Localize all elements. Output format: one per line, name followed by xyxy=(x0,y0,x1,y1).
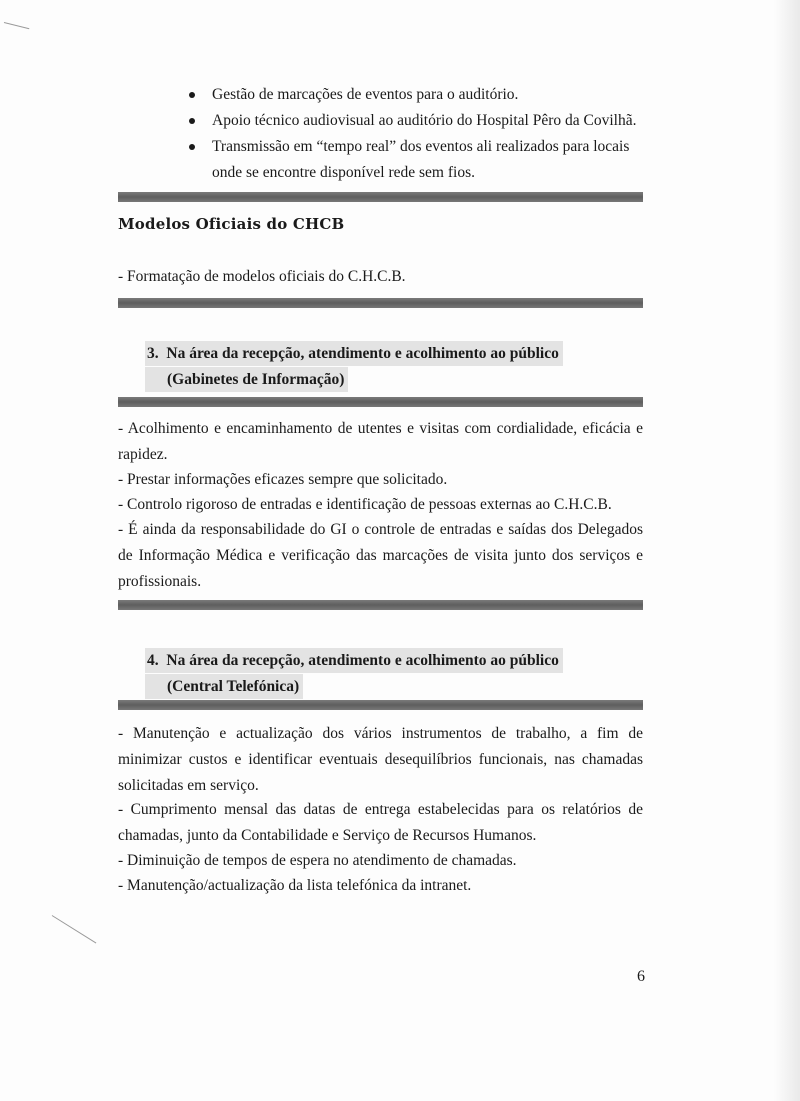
section-4-title-text: Na área da recepção, atendimento e acolhimento ao público xyxy=(166,652,559,669)
scan-mark-top-left xyxy=(4,22,29,29)
bullet-item: Transmissão em “tempo real” dos eventos ali realizados para locais onde se encontre disponível rede sem fios. xyxy=(190,134,650,186)
bullet-item: Apoio técnico audiovisual ao auditório do Hospital Pêro da Covilhã. xyxy=(190,108,650,134)
section-4-item: - Cumprimento mensal das datas de entrega estabelecidas para os relatórios de chamadas, junto da Contabilidade e Serviço de Recursos Humanos. xyxy=(118,801,643,844)
section-3-number: 3. xyxy=(147,345,159,362)
section-4-title-line2: (Central Telefónica) xyxy=(145,674,303,699)
section-4-title-line1 xyxy=(145,648,563,673)
section-4-item: - Manutenção/actualização da lista telefónica da intranet. xyxy=(118,877,472,894)
section-3-item: - Controlo rigoroso de entradas e identificação de pessoas externas ao C.H.C.B. xyxy=(118,496,612,513)
section-4-item: - Manutenção e actualização dos vários instrumentos de trabalho, a fim de minimizar custos e identificar eventuais desequilíbrios funcionais, nas chamadas solicitadas em serviço. xyxy=(118,725,643,794)
modelos-section-title: Modelos Oficiais do CHCB xyxy=(118,215,345,233)
scan-mark-bottom-left xyxy=(52,915,97,943)
section-3-heading xyxy=(145,341,563,392)
section-3-title-line2: (Gabinetes de Informação) xyxy=(145,367,348,392)
section-divider-bar xyxy=(118,700,643,710)
section-4-item: - Diminuição de tempos de espera no atendimento de chamadas. xyxy=(118,852,517,869)
section-4-heading xyxy=(145,648,563,699)
section-divider-bar xyxy=(118,600,643,610)
event-bullet-list xyxy=(190,82,650,186)
modelos-item: - Formatação de modelos oficiais do C.H.C.B. xyxy=(118,268,406,285)
section-divider-bar xyxy=(118,397,643,407)
section-divider-bar xyxy=(118,192,643,202)
section-3-title-line1 xyxy=(145,341,563,366)
page-number: 6 xyxy=(637,968,645,985)
section-divider-bar xyxy=(118,298,643,308)
section-3-item: - É ainda da responsabilidade do GI o controle de entradas e saídas dos Delegados de Informação Médica e verificação das marcações de visita junto dos serviços e profissionais. xyxy=(118,521,643,590)
scan-edge-shadow xyxy=(774,0,800,1101)
section-3-title-text: Na área da recepção, atendimento e acolhimento ao público xyxy=(166,345,559,362)
bullet-item: Gestão de marcações de eventos para o auditório. xyxy=(190,82,650,108)
section-3-item: - Prestar informações eficazes sempre que solicitado. xyxy=(118,471,448,488)
section-3-item: - Acolhimento e encaminhamento de utentes e visitas com cordialidade, eficácia e rapidez. xyxy=(118,420,643,463)
section-4-number: 4. xyxy=(147,652,159,669)
